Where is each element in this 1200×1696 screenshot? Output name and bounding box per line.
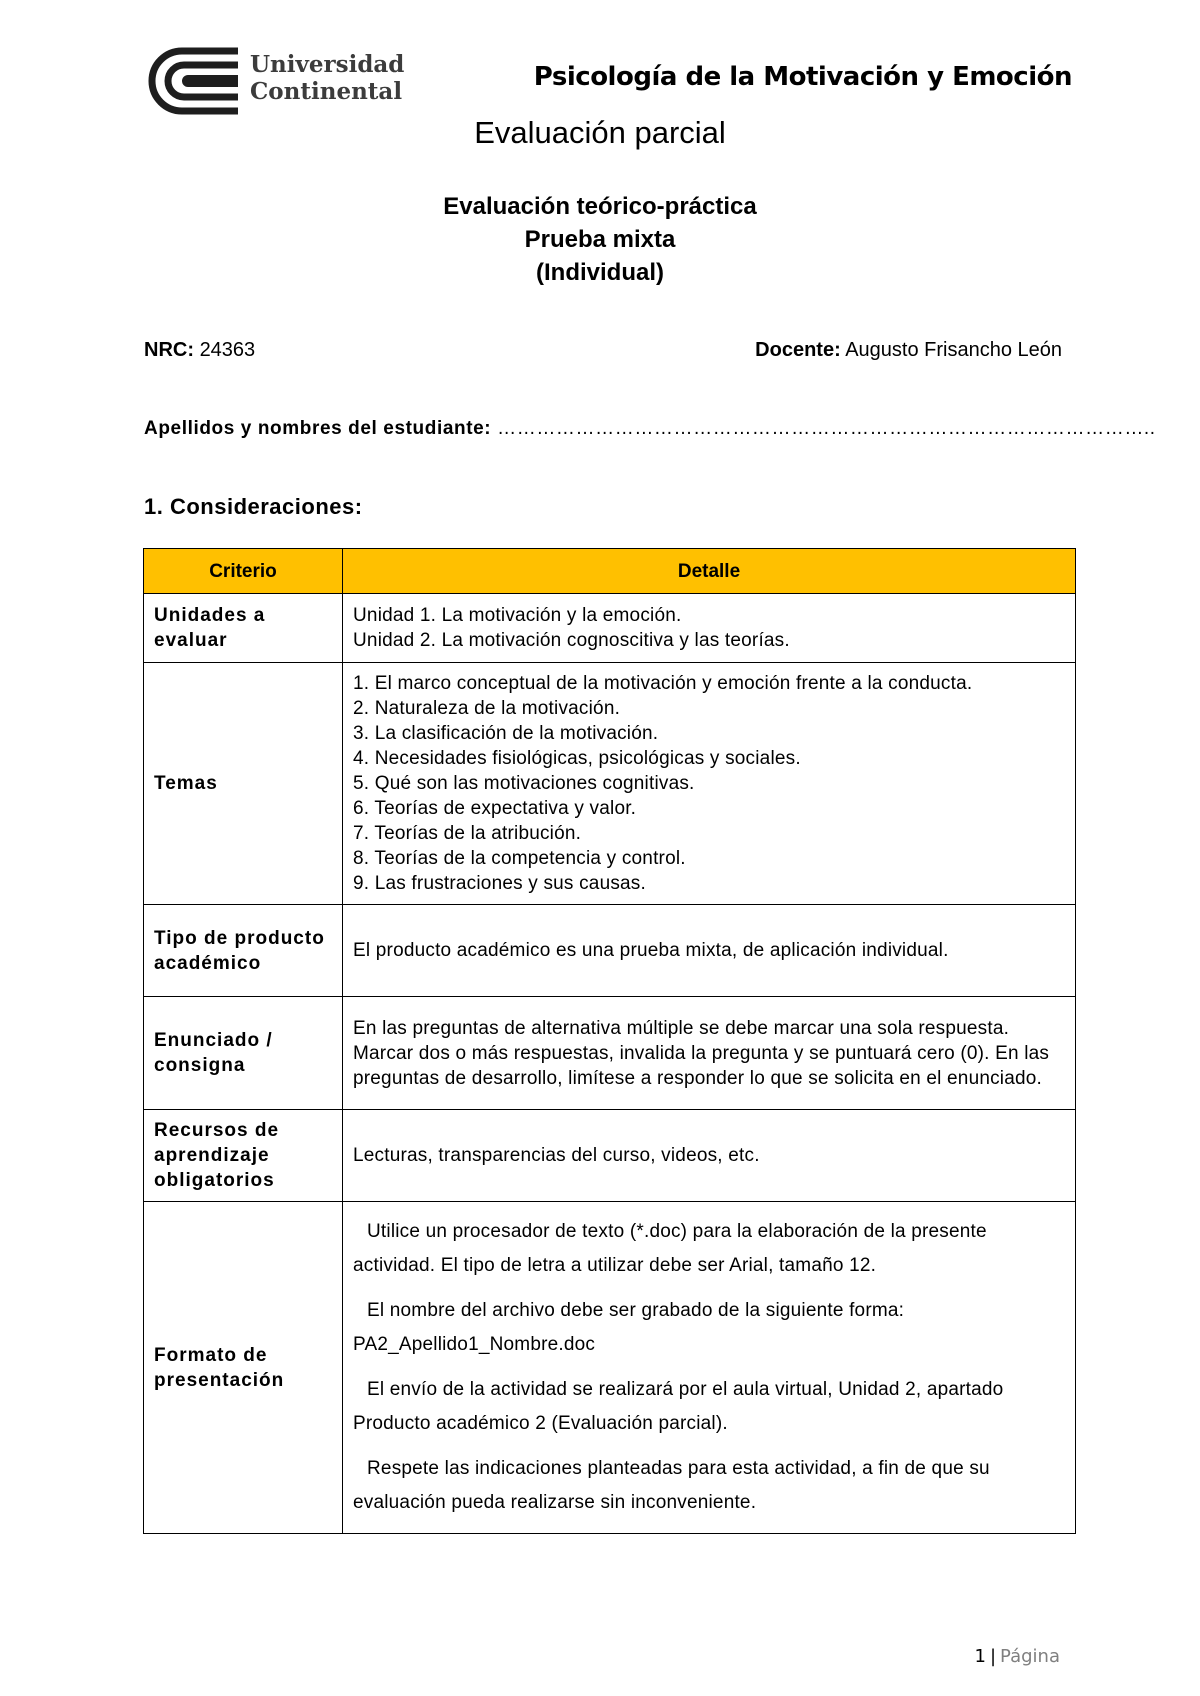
page-footer (800, 1646, 1060, 1667)
table-row (144, 1202, 1076, 1534)
nrc-field (144, 339, 255, 362)
section-heading: 1. Consideraciones: (144, 494, 363, 519)
detail-line: 9. Las frustraciones y sus causas. (353, 873, 646, 894)
table-row (144, 1110, 1076, 1202)
detail-line: 4. Necesidades fisiológicas, psicológicas y sociales. (353, 748, 801, 769)
nrc-label: NRC: (144, 339, 194, 361)
university-logo-icon (144, 45, 240, 115)
criteria-table (143, 548, 1076, 1534)
subtitle-block (0, 190, 1200, 289)
bullet-text: Respete las indicaciones planteadas para esta actividad, a fin de que su evaluación pueda realizarse sin inconveniente. (353, 1458, 990, 1513)
criterio-cell: Tipo de producto académico (144, 905, 343, 997)
criterio-cell: Unidades a evaluar (144, 594, 343, 663)
subtitle-line-1: Evaluación teórico-práctica (443, 193, 757, 220)
student-label: Apellidos y nombres del estudiante: (144, 418, 492, 439)
detail-line: 6. Teorías de expectativa y valor. (353, 798, 637, 819)
criterio-cell: Formato de presentación (144, 1202, 343, 1534)
document-title: Evaluación parcial (474, 115, 726, 150)
detail-line: 7. Teorías de la atribución. (353, 823, 582, 844)
docente-field (600, 339, 1062, 362)
table-header-row (144, 549, 1076, 594)
course-title: Psicología de la Motivación y Emoción (533, 62, 1072, 92)
student-name-field (144, 418, 1156, 440)
bullet-text: Utilice un procesador de texto (*.doc) para la elaboración de la presente actividad. El tipo de letra a utilizar debe ser Arial, tamaño 12. (353, 1221, 987, 1276)
nrc-value: 24363 (199, 339, 256, 361)
criterio-cell: Temas (144, 663, 343, 905)
detalle-cell: En las preguntas de alternativa múltiple se debe marcar una sola respuesta. Marcar dos o más respuestas, invalida la pregunta y se puntuará cero (0). En las preguntas de desarrollo, limítese a responder lo que se solicita en el enunciado. (343, 997, 1076, 1110)
table-row (144, 997, 1076, 1110)
subtitle-line-3: (Individual) (536, 259, 664, 286)
detail-line: Unidad 2. La motivación cognoscitiva y las teorías. (353, 630, 790, 651)
table-row (144, 594, 1076, 663)
docente-label: Docente: (755, 339, 841, 361)
docente-value: Augusto Frisancho León (845, 339, 1062, 361)
table-header-detalle: Detalle (343, 549, 1076, 594)
bullet-item (353, 1452, 1065, 1520)
detail-line: 2. Naturaleza de la motivación. (353, 698, 621, 719)
detalle-cell (343, 663, 1076, 905)
bullet-text: El nombre del archivo debe ser grabado de la siguiente forma: PA2_Apellido1_Nombre.doc (353, 1300, 905, 1355)
logo-line-2: Continental (250, 78, 403, 105)
detail-line: 8. Teorías de la competencia y control. (353, 848, 686, 869)
detalle-cell (343, 1202, 1076, 1534)
detalle-cell: Lecturas, transparencias del curso, videos, etc. (343, 1110, 1076, 1202)
university-logo (144, 45, 405, 115)
bullet-text: El envío de la actividad se realizará por el aula virtual, Unidad 2, apartado Producto académico 2 (Evaluación parcial). (353, 1379, 1004, 1434)
detail-line: 5. Qué son las motivaciones cognitivas. (353, 773, 695, 794)
page-label: Página (1000, 1646, 1060, 1667)
criterio-cell: Recursos de aprendizaje obligatorios (144, 1110, 343, 1202)
university-logo-text (250, 51, 404, 105)
page-number: 1 (974, 1646, 986, 1667)
student-value: ……………………………………………………………………………………….. (497, 418, 1156, 439)
bullet-item (353, 1294, 1065, 1362)
detail-line: Unidad 1. La motivación y la emoción. (353, 605, 682, 626)
bullet-item (353, 1215, 1065, 1283)
footer-separator: | (989, 1646, 997, 1667)
detail-line: 3. La clasificación de la motivación. (353, 723, 659, 744)
table-row (144, 905, 1076, 997)
table-row (144, 663, 1076, 905)
subtitle-line-2: Prueba mixta (524, 226, 676, 253)
detail-line: 1. El marco conceptual de la motivación y emoción frente a la conducta. (353, 673, 973, 694)
table-header-criterio: Criterio (144, 549, 343, 594)
logo-line-1: Universidad (250, 51, 405, 78)
bullet-item (353, 1373, 1065, 1441)
detalle-cell: El producto académico es una prueba mixta, de aplicación individual. (343, 905, 1076, 997)
detalle-cell (343, 594, 1076, 663)
criterio-cell: Enunciado / consigna (144, 997, 343, 1110)
